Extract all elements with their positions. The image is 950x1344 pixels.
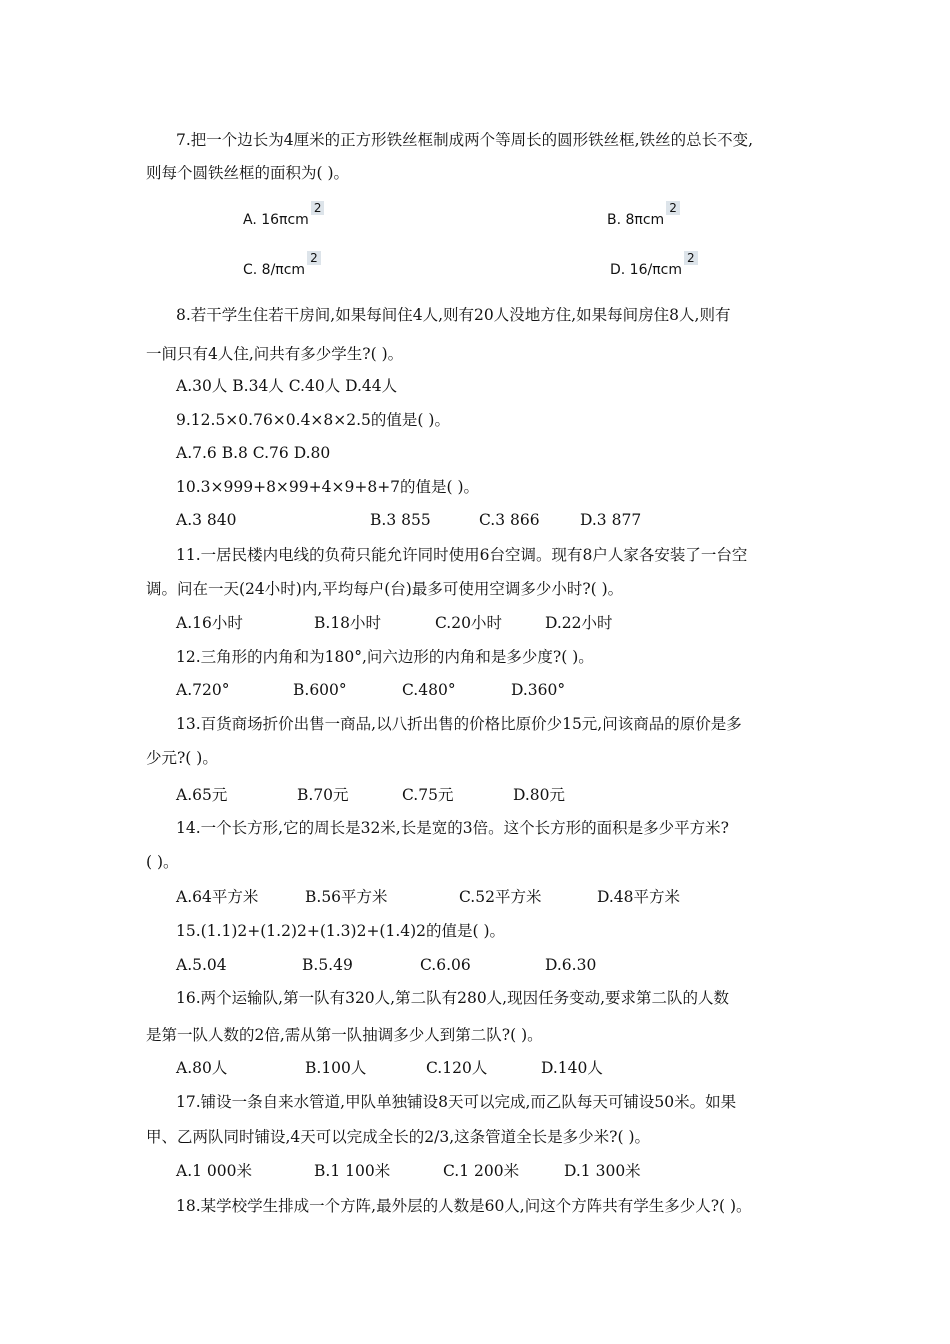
- q12-option-d: D.360°: [511, 681, 566, 699]
- q15-option-d: D.6.30: [545, 956, 597, 974]
- q16-option-c: C.120人: [426, 1059, 488, 1077]
- q7-text-line2: 则每个圆铁丝框的面积为( )。: [146, 164, 350, 182]
- q7-option-d-base: D. 16/πcm: [610, 262, 682, 278]
- q10-option-a: A.3 840: [176, 511, 237, 529]
- q13-text-line1: 13.百货商场折价出售一商品,以八折出售的价格比原价少15元,问该商品的原价是多: [176, 715, 742, 733]
- q10-option-b: B.3 855: [370, 511, 431, 529]
- q17-option-a: A.1 000米: [176, 1162, 252, 1180]
- q12-option-b: B.600°: [293, 681, 347, 699]
- q17-text-line1: 17.铺设一条自来水管道,甲队单独铺设8天可以完成,而乙队每天可铺设50米。如果: [176, 1093, 737, 1111]
- q17-option-b: B.1 100米: [314, 1162, 391, 1180]
- q7-text-line1: 7.把一个边长为4厘米的正方形铁丝框制成两个等周长的圆形铁丝框,铁丝的总长不变,: [176, 131, 754, 149]
- q7-option-c-exponent: 2: [307, 251, 321, 265]
- q15-option-b: B.5.49: [302, 956, 353, 974]
- q12-option-c: C.480°: [402, 681, 456, 699]
- q14-text-line2: ( )。: [146, 853, 179, 871]
- q10-text: 10.3×999+8×99+4×9+8+7的值是( )。: [176, 478, 480, 496]
- q12-text: 12.三角形的内角和为180°,问六边形的内角和是多少度?( )。: [176, 648, 594, 666]
- q7-option-c-base: C. 8/πcm: [243, 262, 306, 278]
- q7-option-a-exponent: 2: [311, 201, 325, 215]
- q13-option-a: A.65元: [176, 786, 228, 804]
- q13-option-c: C.75元: [402, 786, 454, 804]
- q11-text-line1: 11.一居民楼内电线的负荷只能允许同时使用6台空调。现有8户人家各安装了一台空: [176, 546, 748, 564]
- q10-option-c: C.3 866: [479, 511, 540, 529]
- q14-text-line1: 14.一个长方形,它的周长是32米,长是宽的3倍。这个长方形的面积是多少平方米?: [176, 819, 729, 837]
- q17-option-c: C.1 200米: [443, 1162, 520, 1180]
- q7-option-b-exponent: 2: [666, 201, 680, 215]
- q14-option-d: D.48平方米: [597, 888, 681, 906]
- q13-option-b: B.70元: [297, 786, 349, 804]
- q16-text-line2: 是第一队人数的2倍,需从第一队抽调多少人到第二队?( )。: [146, 1026, 543, 1044]
- q12-option-a: A.720°: [176, 681, 230, 699]
- q13-option-d: D.80元: [513, 786, 566, 804]
- q11-option-d: D.22小时: [545, 614, 613, 632]
- q7-option-a: [243, 201, 324, 230]
- q14-option-c: C.52平方米: [459, 888, 542, 906]
- q7-option-a-base: A. 16πcm: [243, 212, 309, 228]
- q7-option-b: [607, 201, 680, 230]
- q16-option-d: D.140人: [541, 1059, 603, 1077]
- q13-text-line2: 少元?( )。: [146, 749, 218, 767]
- q7-option-c: [243, 251, 321, 280]
- q10-option-d: D.3 877: [580, 511, 642, 529]
- q14-option-a: A.64平方米: [176, 888, 259, 906]
- q11-option-a: A.16小时: [176, 614, 243, 632]
- q11-option-b: B.18小时: [314, 614, 382, 632]
- q15-text: 15.(1.1)2+(1.2)2+(1.3)2+(1.4)2的值是( )。: [176, 922, 506, 940]
- q9-options: A.7.6 B.8 C.76 D.80: [176, 444, 331, 462]
- q15-option-c: C.6.06: [420, 956, 471, 974]
- q8-options: A.30人 B.34人 C.40人 D.44人: [176, 377, 398, 395]
- q7-option-d-exponent: 2: [684, 251, 698, 265]
- q18-text: 18.某学校学生排成一个方阵,最外层的人数是60人,问这个方阵共有学生多少人?( )。: [176, 1197, 752, 1215]
- q17-option-d: D.1 300米: [564, 1162, 641, 1180]
- q7-option-d: [610, 251, 698, 280]
- q15-option-a: A.5.04: [176, 956, 227, 974]
- q17-text-line2: 甲、乙两队同时铺设,4天可以完成全长的2/3,这条管道全长是多少米?( )。: [146, 1128, 650, 1146]
- q16-option-b: B.100人: [305, 1059, 367, 1077]
- q11-text-line2: 调。问在一天(24小时)内,平均每户(台)最多可使用空调多少小时?( )。: [146, 580, 624, 598]
- q11-option-c: C.20小时: [435, 614, 502, 632]
- q9-text: 9.12.5×0.76×0.4×8×2.5的值是( )。: [176, 411, 450, 429]
- q16-option-a: A.80人: [176, 1059, 228, 1077]
- q8-text-line2: 一间只有4人住,问共有多少学生?( )。: [146, 345, 404, 363]
- q7-option-b-base: B. 8πcm: [607, 212, 665, 228]
- q8-text-line1: 8.若干学生住若干房间,如果每间住4人,则有20人没地方住,如果每间房住8人,则有: [176, 306, 731, 324]
- q16-text-line1: 16.两个运输队,第一队有320人,第二队有280人,现因任务变动,要求第二队的人数: [176, 989, 730, 1007]
- q14-option-b: B.56平方米: [305, 888, 388, 906]
